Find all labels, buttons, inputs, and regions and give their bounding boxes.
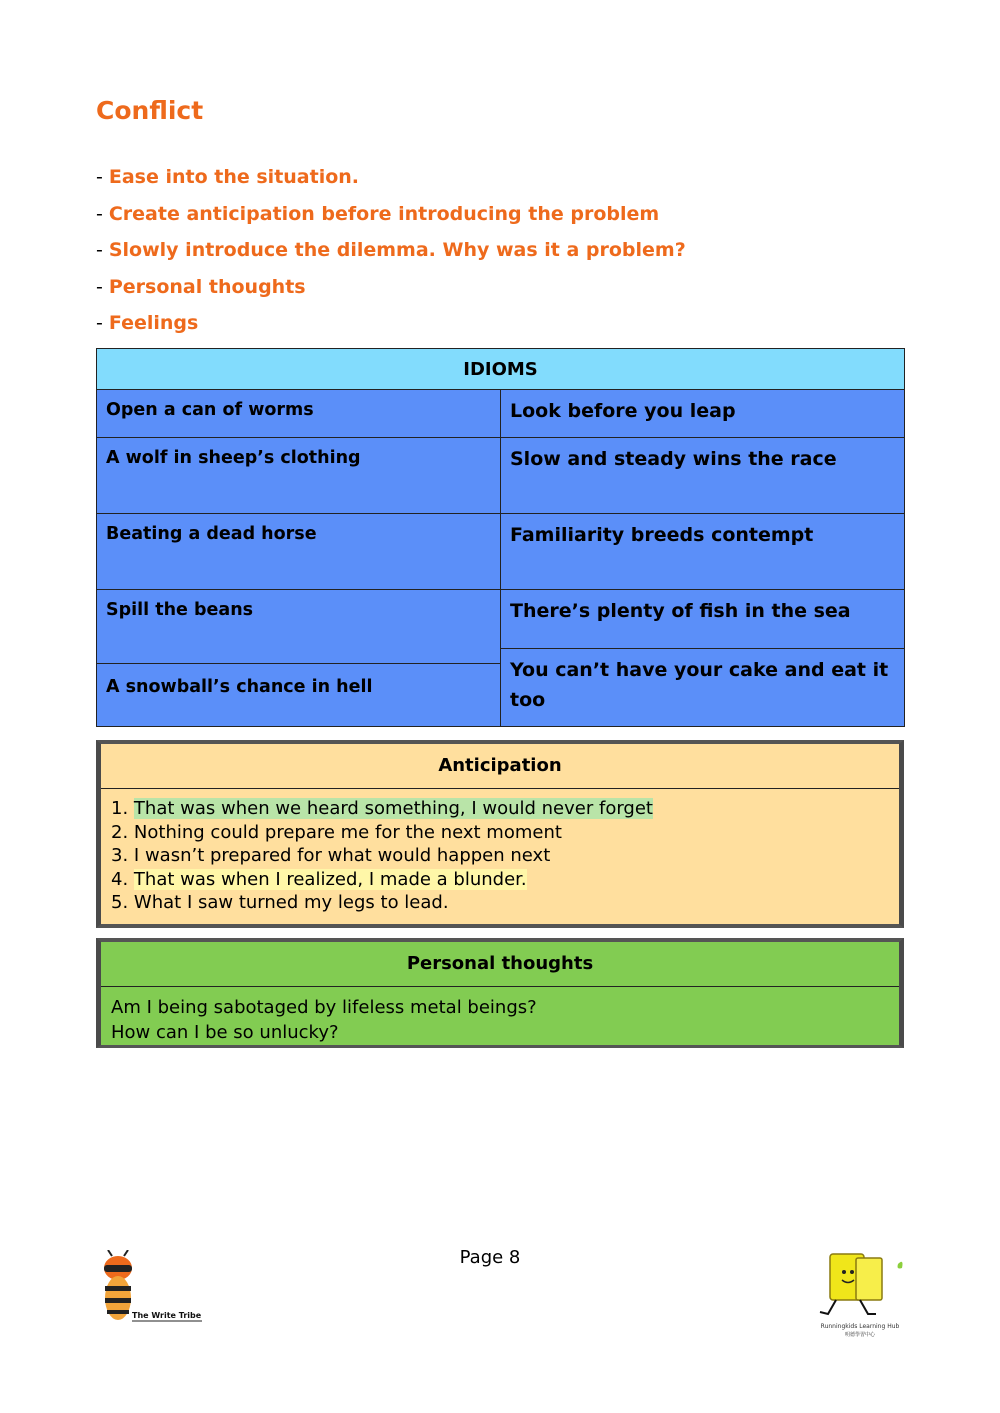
idiom-cell: Open a can of worms bbox=[97, 390, 501, 438]
anticipation-list bbox=[101, 789, 899, 915]
list-item: 3. I wasn’t prepared for what would happen next bbox=[111, 845, 551, 866]
list-item: 4. That was when I realized, I made a blunder. bbox=[111, 868, 527, 890]
page-heading: Conflict bbox=[96, 96, 204, 125]
idioms-title: IDIOMS bbox=[97, 349, 905, 390]
idiom-cell: Familiarity breeds contempt bbox=[501, 514, 905, 590]
idiom-cell: You can’t have your cake and eat it too bbox=[501, 649, 905, 727]
idiom-cell: Slow and steady wins the race bbox=[501, 438, 905, 514]
anticipation-title: Anticipation bbox=[101, 744, 899, 789]
list-item: 5. What I saw turned my legs to lead. bbox=[111, 892, 449, 913]
anticipation-box bbox=[96, 740, 904, 928]
idiom-cell: Spill the beans bbox=[97, 590, 500, 664]
page-number: Page 8 bbox=[459, 1247, 521, 1268]
idioms-table bbox=[96, 348, 905, 727]
svg-text:明德學習中心: 明德學習中心 bbox=[844, 1332, 876, 1338]
svg-text:The Write Tribe: The Write Tribe bbox=[132, 1311, 202, 1320]
svg-text:Runningkids Learning Hub: Runningkids Learning Hub bbox=[820, 1323, 900, 1330]
write-tribe-logo bbox=[98, 1250, 208, 1330]
conflict-bullet-list bbox=[96, 162, 686, 345]
bullet-item: - Personal thoughts bbox=[96, 275, 306, 298]
idiom-cell: Look before you leap bbox=[501, 390, 905, 438]
bullet-item: - Ease into the situation. bbox=[96, 166, 360, 188]
bullet-item: - Slowly introduce the dilemma. Why was it a problem? bbox=[96, 239, 686, 261]
personal-thoughts-title: Personal thoughts bbox=[101, 942, 899, 987]
personal-thoughts-box bbox=[96, 938, 904, 1048]
idiom-cell: A wolf in sheep’s clothing bbox=[97, 438, 501, 514]
list-item: 1. That was when we heard something, I would never forget bbox=[111, 798, 653, 819]
thought-line: How can I be so unlucky? bbox=[111, 1022, 339, 1043]
bullet-item: - Feelings bbox=[96, 312, 199, 334]
idiom-cell: There’s plenty of fish in the sea bbox=[501, 590, 905, 649]
learning-hub-logo bbox=[810, 1244, 910, 1344]
idiom-cell: Beating a dead horse bbox=[97, 514, 501, 590]
idiom-cell: A snowball’s chance in hell bbox=[106, 677, 373, 697]
bullet-item: - Create anticipation before introducing the problem bbox=[96, 202, 660, 225]
thought-line: Am I being sabotaged by lifeless metal beings? bbox=[111, 997, 537, 1018]
list-item: 2. Nothing could prepare me for the next moment bbox=[111, 821, 562, 843]
